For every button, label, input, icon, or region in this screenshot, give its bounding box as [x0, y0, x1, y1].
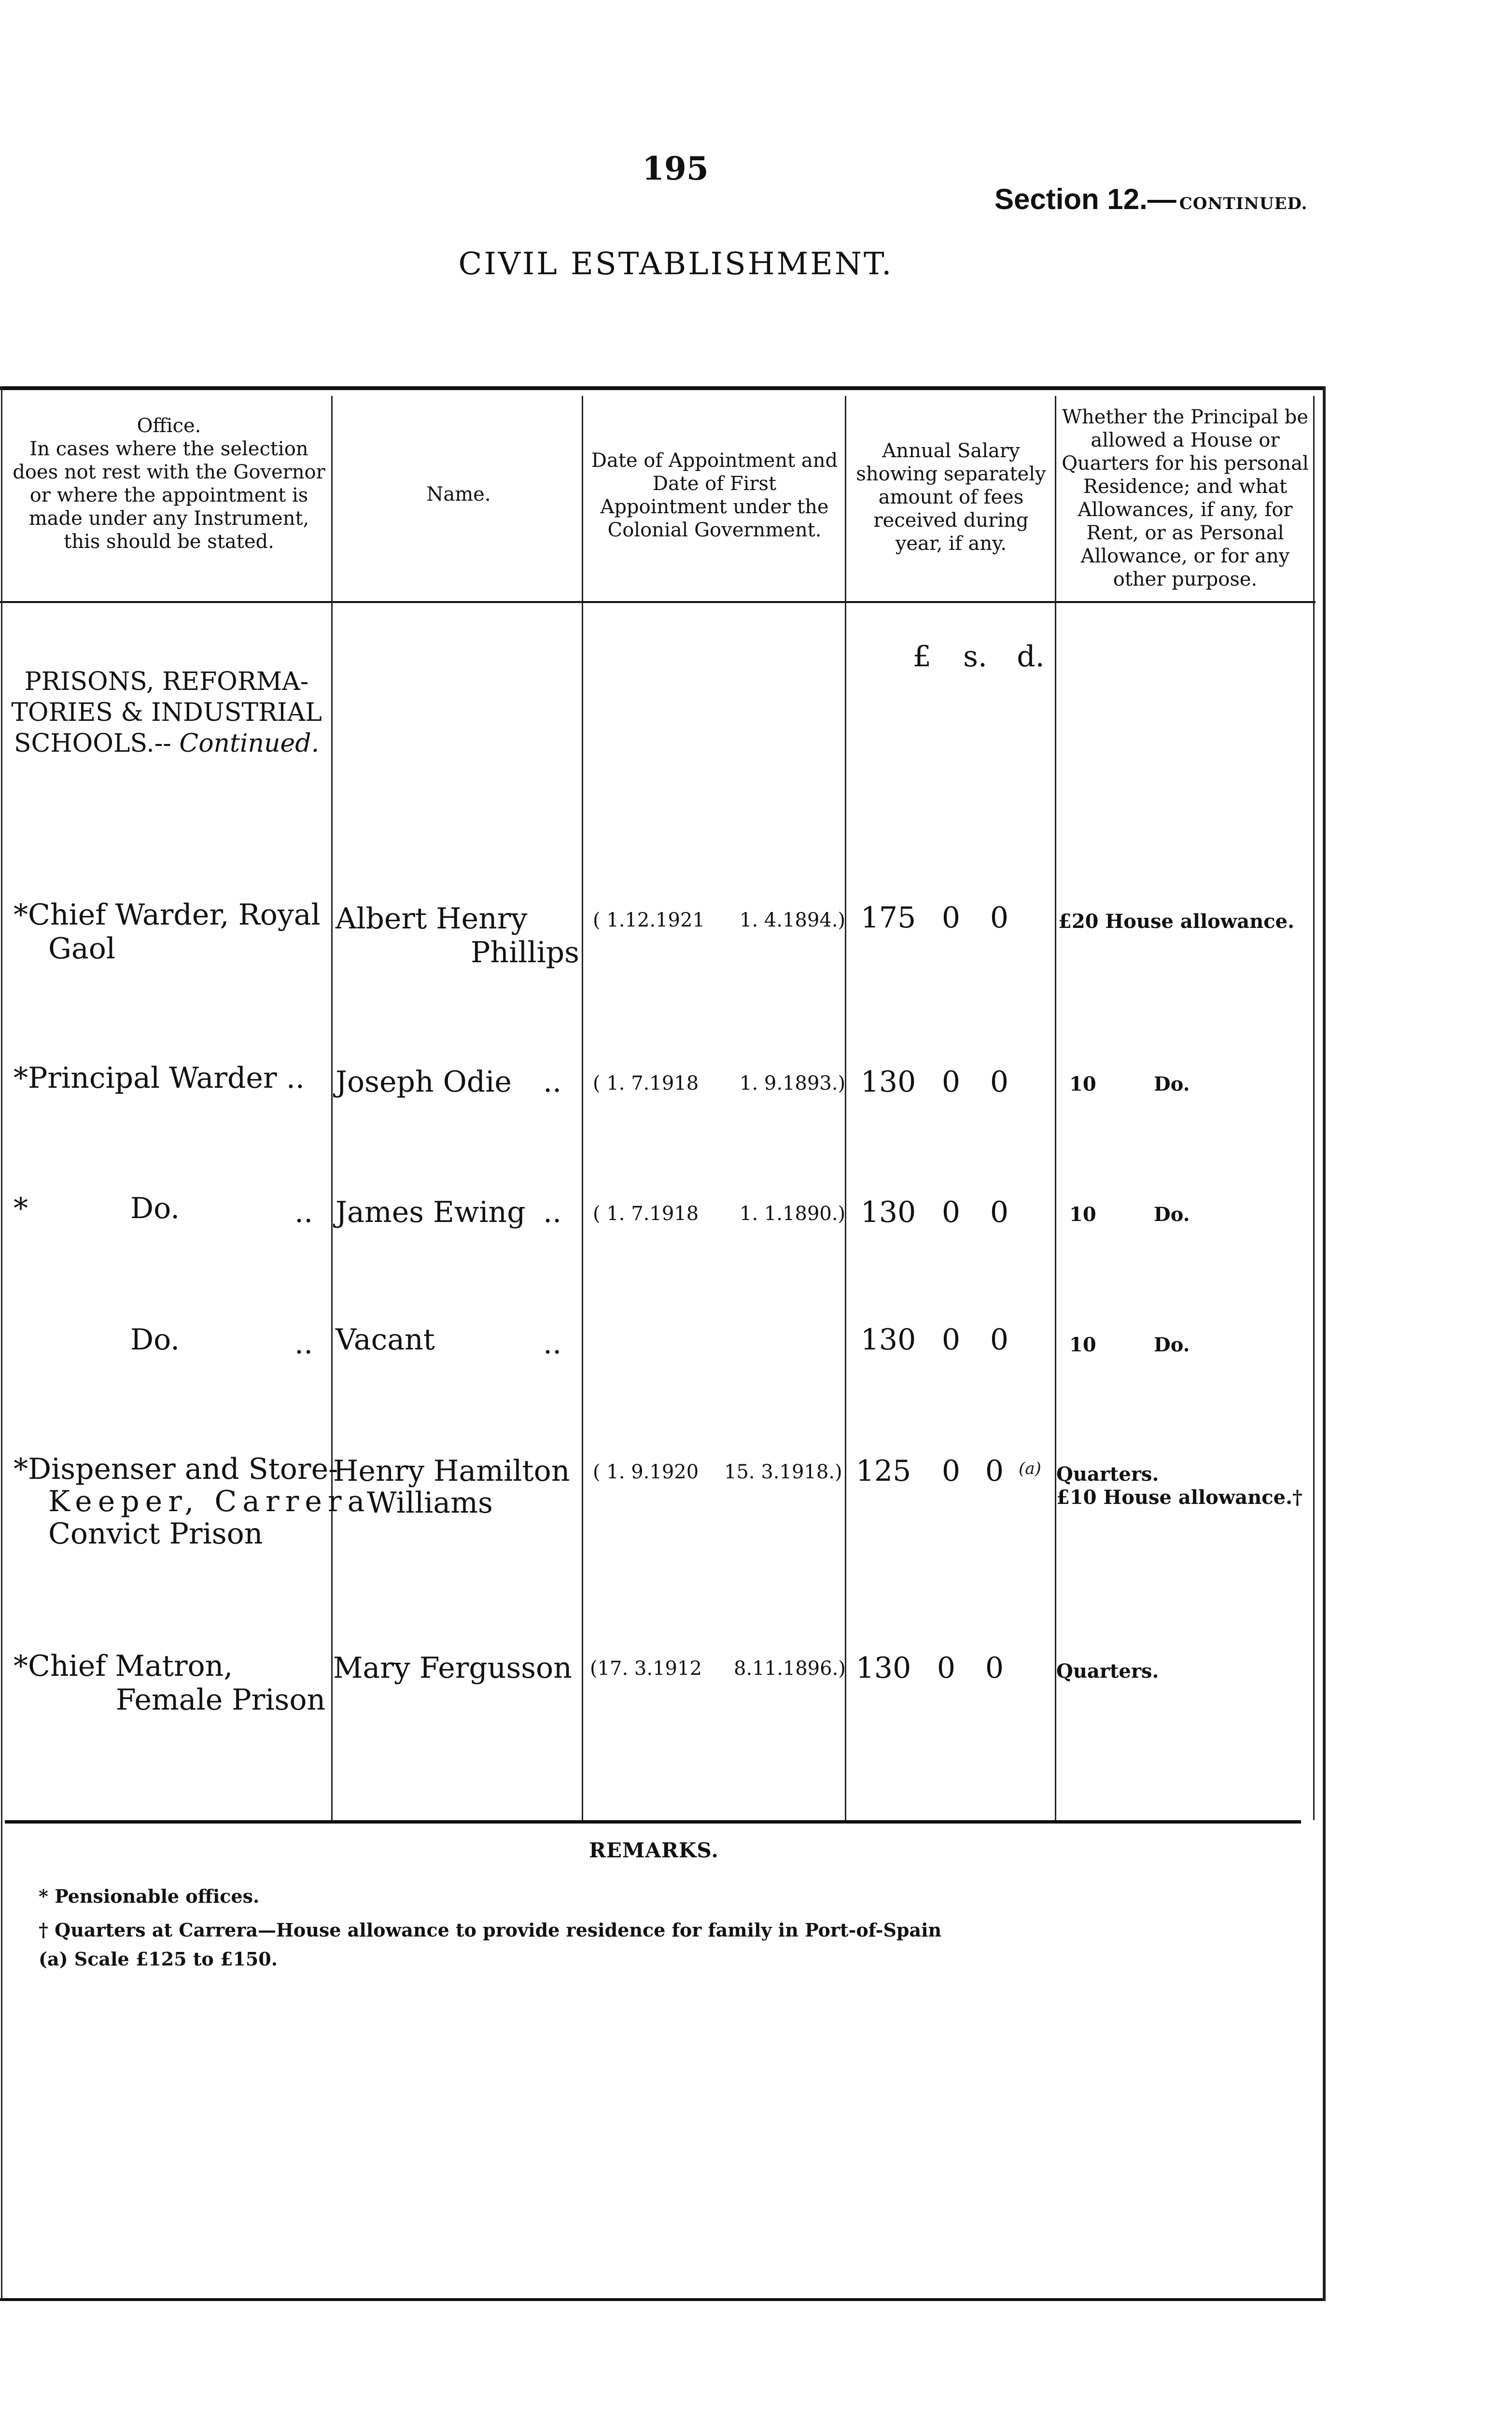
allowance-ditto: Do.	[1154, 1073, 1190, 1095]
office-cell-line2: Keeper, Carrera	[48, 1485, 371, 1518]
currency-pound: £	[912, 640, 932, 674]
office-cell: *Chief Warder, Royal	[14, 898, 321, 932]
first-appointment-date: 1. 1.1890.)	[740, 1203, 846, 1225]
name-cell: Mary Fergusson	[333, 1651, 572, 1685]
page-number: 195	[642, 150, 709, 187]
name-cell: Albert Henry	[336, 902, 528, 936]
page-title: CIVIL ESTABLISHMENT.	[458, 246, 894, 282]
section-heading-continued: Continued.	[179, 729, 320, 758]
remarks-title: REMARKS.	[589, 1839, 719, 1862]
office-cell: Do.	[130, 1192, 180, 1225]
salary-pounds: 175	[860, 901, 916, 935]
office-cell-line2: Female Prison	[116, 1683, 326, 1717]
header-name: Name.	[426, 483, 491, 505]
allowance-ditto: Do.	[1154, 1333, 1190, 1356]
frame-right-line	[1323, 386, 1326, 2301]
allowance-amount: 10	[1069, 1073, 1096, 1095]
salary-pounds: 130	[860, 1323, 916, 1357]
appointment-date: ( 1. 9.1920	[593, 1461, 699, 1483]
first-appointment-date: 15. 3.1918.)	[724, 1461, 842, 1483]
col-divider-salary	[1055, 396, 1056, 1820]
appointment-date: ( 1. 7.1918	[593, 1203, 699, 1225]
salary-pence: 0	[985, 1454, 1004, 1488]
header-date: Date of Appointment and Date of First Appointment under the Colonial Government.	[591, 449, 838, 541]
first-appointment-date: 1. 9.1893.)	[740, 1072, 846, 1095]
name-cell-line2: Williams	[367, 1486, 493, 1520]
name-dots: ..	[543, 1065, 562, 1099]
salary-pounds: 130	[860, 1195, 916, 1229]
name-cell: James Ewing	[336, 1195, 526, 1229]
appointment-date: (17. 3.1912	[590, 1657, 702, 1680]
name-cell: Joseph Odie	[336, 1065, 512, 1099]
allowance-cell-line2: £10 House allowance.†	[1056, 1486, 1302, 1509]
salary-pence: 0	[985, 1651, 1004, 1685]
salary-pounds: 130	[860, 1065, 916, 1099]
section-text: Section 12.—	[994, 183, 1176, 215]
first-appointment-date: 1. 4.1894.)	[740, 909, 846, 931]
salary-pence: 0	[990, 1065, 1009, 1099]
section-heading-line1: PRISONS, REFORMA-	[24, 667, 309, 696]
salary-pence: 0	[990, 1323, 1009, 1357]
allowance-amount: 10	[1069, 1333, 1096, 1356]
remark-pensionable: * Pensionable offices.	[39, 1885, 260, 1907]
header-office: Office. In cases where the selection does not rest with the Governor or where the appointment is made under any Instrument, this should be stated.	[13, 415, 325, 553]
section-heading-line3	[0, 728, 333, 759]
table-top-rule	[0, 386, 1325, 390]
salary-pence: 0	[990, 901, 1009, 935]
table-header-rule	[0, 601, 1316, 603]
salary-shillings: 0	[941, 1454, 961, 1488]
office-dots: ..	[294, 1195, 313, 1229]
col-divider-date	[845, 396, 846, 1820]
allowance-cell: Quarters.	[1056, 1463, 1159, 1486]
salary-pence: 0	[990, 1195, 1009, 1229]
name-cell-line2: Phillips	[471, 936, 579, 969]
allowance-cell: Quarters.	[1056, 1660, 1159, 1683]
appointment-date: ( 1.12.1921	[593, 909, 705, 931]
office-cell-line2: Gaol	[48, 932, 116, 966]
first-appointment-date: 8.11.1896.)	[734, 1657, 846, 1680]
currency-shilling: s.	[963, 640, 987, 674]
salary-note: (a)	[1019, 1459, 1041, 1478]
col-divider-office	[331, 396, 333, 1820]
office-dots: ..	[294, 1327, 313, 1361]
office-cell-line3: Convict Prison	[48, 1517, 263, 1551]
currency-pence: d.	[1017, 640, 1045, 674]
section-label	[994, 182, 1308, 216]
section-heading	[0, 666, 333, 759]
salary-pounds: 130	[855, 1651, 911, 1685]
col-divider-allowance	[1313, 396, 1315, 1820]
remark-scale: (a) Scale £125 to £150.	[39, 1948, 278, 1970]
name-dots: ..	[543, 1195, 562, 1229]
salary-shillings: 0	[941, 1065, 961, 1099]
col-divider-name	[582, 396, 583, 1820]
header-salary: Annual Salary showing separately amount of fees received during year, if any.	[856, 440, 1046, 555]
page-bottom-rule	[0, 2298, 1325, 2301]
allowance-ditto: Do.	[1154, 1203, 1190, 1226]
office-star: *	[14, 1192, 28, 1225]
name-dots: ..	[543, 1327, 562, 1361]
section-heading-line2: TORIES & INDUSTRIAL	[11, 698, 322, 727]
remark-quarters: † Quarters at Carrera—House allowance to provide residence for family in Port-of-Spain	[39, 1919, 942, 1941]
appointment-date: ( 1. 7.1918	[593, 1072, 699, 1095]
section-suffix: CONTINUED.	[1179, 194, 1308, 213]
allowance-cell: £20 House allowance.	[1058, 910, 1295, 933]
salary-shillings: 0	[941, 1323, 961, 1357]
name-cell: Vacant	[336, 1323, 435, 1357]
salary-shillings: 0	[941, 901, 961, 935]
salary-shillings: 0	[937, 1651, 956, 1685]
office-cell: Do.	[130, 1323, 180, 1357]
table-bottom-rule	[5, 1820, 1301, 1824]
allowance-amount: 10	[1069, 1203, 1096, 1226]
office-cell: *Principal Warder ..	[14, 1061, 305, 1095]
office-cell: *Chief Matron,	[14, 1649, 233, 1683]
name-cell: Henry Hamilton	[333, 1454, 570, 1488]
section-heading-line3-text: SCHOOLS.--	[14, 729, 171, 758]
salary-shillings: 0	[941, 1195, 961, 1229]
office-cell: *Dispenser and Store-	[14, 1452, 338, 1486]
salary-pounds: 125	[855, 1454, 911, 1488]
header-allowance: Whether the Principal be allowed a House or Quarters for his personal Residence; and what Allowances, if any, for Rent, or as Personal Allowance, or for any other purpose.	[1062, 406, 1309, 590]
